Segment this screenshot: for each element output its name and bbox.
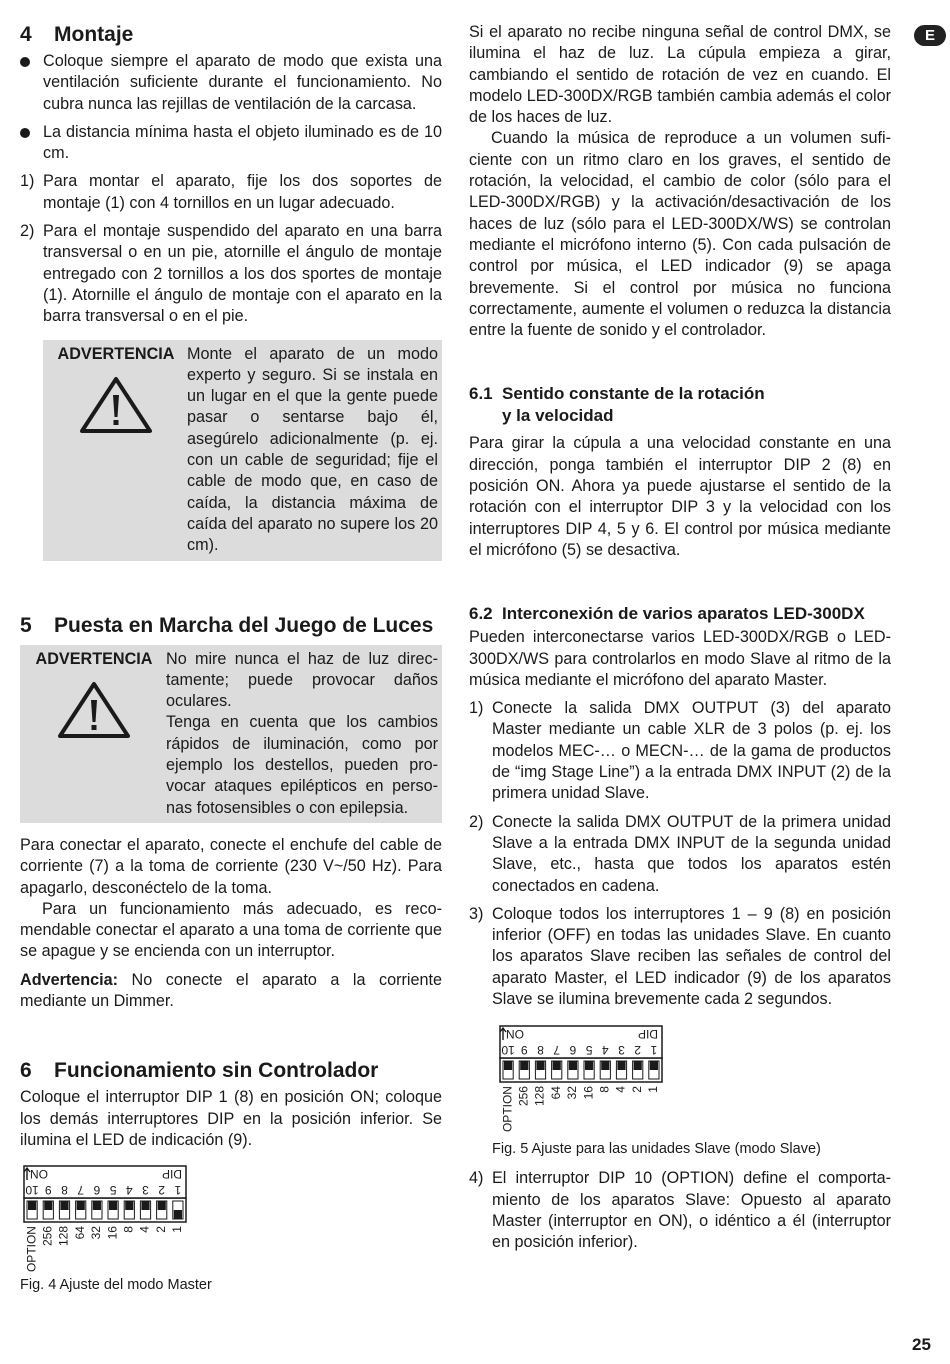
- right-column: [469, 22, 891, 1253]
- dip-value-label: 2: [153, 1226, 168, 1233]
- paragraph: Para girar la cúpula a una velocidad constante en una dirección, ponga también el interruptor DIP 2 (8) en posición ON. Ahora ya puede ajustarse el sentido de la rotación con el interruptor DIP 3 y la velocidad con los interruptores DIP 4, 5 y 6. El control por música mediante el micrófono (5) se desactiva.: [469, 434, 891, 559]
- page-number: 25: [912, 1335, 931, 1354]
- dip-value-label: 1: [170, 1226, 185, 1233]
- dip-switch-on: [174, 1210, 182, 1219]
- dip-value-label: OPTION: [24, 1226, 39, 1273]
- dip-number-label: 6: [569, 1043, 577, 1058]
- dip-value-label: 8: [597, 1086, 612, 1093]
- dip-switch-off: [520, 1061, 528, 1070]
- dip-number-label: 8: [61, 1183, 68, 1198]
- dip-number-label: 3: [618, 1043, 625, 1058]
- section-5-heading: 5 Puesta en Marcha del Juego de Luces: [20, 613, 434, 637]
- bullet-item: Coloque siempre el aparato de modo que exista una ventilación suficiente durante el funcionamiento. No cubra nunca las rejillas de ventilación de la carcasa.: [20, 51, 442, 115]
- dip-number-label: 1: [174, 1183, 182, 1198]
- dip-number-label: 2: [158, 1183, 166, 1198]
- dip-value-label: 4: [137, 1226, 152, 1233]
- dip-switch-off: [585, 1061, 593, 1070]
- dip-switch-off: [601, 1061, 609, 1070]
- dip-switch-off: [77, 1201, 85, 1210]
- dip-value-label: 8: [121, 1226, 136, 1233]
- dip-switch-off: [553, 1061, 561, 1070]
- dip-value-label: 16: [581, 1086, 596, 1100]
- warning-triangle-icon: [56, 680, 132, 740]
- bullet-icon: [20, 57, 30, 67]
- numbered-step: 2) Conecte la salida DMX OUTPUT de la primera unidad Slave a la entrada DMX INPUT de la segunda unidad Slave, etc., hasta que todos los aparatos estén conectados en cadena.: [469, 812, 891, 895]
- language-badge: E: [914, 25, 946, 46]
- dip-value-label: 4: [613, 1086, 628, 1093]
- dip-label: DIP: [637, 1027, 658, 1042]
- dip-switch-off: [536, 1061, 544, 1070]
- dip-number-label: 2: [634, 1043, 642, 1058]
- numbered-step: 1) Conecte la salida DMX OUTPUT (3) del aparato Master mediante un cable XLR de 3 polos (p. ej. los modelos MEC-… o MECN-… de la gama de productos de “img Stage Line”) a la entrada DMX INPUT (2) de la primera unidad Slave.: [469, 699, 891, 803]
- dip-value-label: OPTION: [500, 1086, 515, 1133]
- dip-switch-off: [158, 1201, 166, 1210]
- figure-caption: Fig. 4 Ajuste del modo Master: [20, 1277, 212, 1294]
- dip-switch-off: [44, 1201, 52, 1210]
- dip-switch-off: [109, 1201, 117, 1210]
- dip-number-label: 9: [44, 1183, 52, 1198]
- dip-number-label: 6: [93, 1183, 101, 1198]
- dip-switch-off: [28, 1201, 36, 1210]
- bullet-item: La distancia mínima hasta el objeto iluminado es de 10 cm.: [20, 122, 442, 165]
- dip-switch-off: [125, 1201, 133, 1210]
- dip-switch-off: [141, 1201, 149, 1210]
- dip-number-label: 7: [77, 1183, 85, 1198]
- dip-number-label: 5: [109, 1183, 117, 1198]
- dip-switch-off: [634, 1061, 642, 1070]
- paragraph: Para un funcionamiento más adecuado, es recomendable conectar el aparato a una toma de corriente que se apague y se encienda con un interruptor.: [20, 899, 442, 961]
- dip-value-label: 128: [56, 1226, 71, 1247]
- dip-number-label: 7: [553, 1043, 561, 1058]
- dip-number-label: 5: [585, 1043, 593, 1058]
- section-4-heading: 4 Montaje: [20, 23, 134, 46]
- left-column: [20, 22, 442, 1294]
- paragraph: Coloque el interruptor DIP 1 (8) en posición ON; coloque los demás interruptores DIP en la posición inferior. Se ilumina el LED de indicación (9).: [20, 1088, 442, 1149]
- dip-value-label: 64: [72, 1226, 87, 1240]
- dip-value-label: 32: [89, 1226, 104, 1240]
- dip-number-label: 9: [520, 1043, 528, 1058]
- warning-triangle-icon: [78, 375, 154, 435]
- dip-switch-figure-4: [20, 1162, 195, 1272]
- dip-switch-off: [504, 1061, 512, 1070]
- dip-number-label: 8: [537, 1043, 544, 1058]
- dip-switch-off: [650, 1061, 658, 1070]
- dip-value-label: 256: [516, 1086, 531, 1107]
- dip-value-label: 16: [105, 1226, 120, 1240]
- dip-switch-off: [569, 1061, 577, 1070]
- paragraph-note: Advertencia: No conecte el aparato a la corriente mediante un Dimmer.: [20, 970, 442, 1010]
- dip-number-label: 4: [125, 1183, 133, 1198]
- section-6-heading: 6 Funcionamiento sin Controlador: [20, 1059, 379, 1083]
- dip-switch-off: [617, 1061, 625, 1070]
- dip-value-label: 64: [548, 1086, 563, 1100]
- paragraph: Cuando la música de reproduce a un volumen suficiente con un ritmo claro en los graves, el sentido de rotación, la velocidad, el cambio de color (sólo para el LED-300DX/RGB) y la activación/desactivación de los haces de luz (sólo para el LED-300DX/WS) se controlan mediante el micrófono interno (5). Con cada pulsación de control por música, el LED indicador (9) se apaga brevemente. Si el control por música no funciona correctamente, aumente el volumen o reduzca la distancia entre la fuente de sonido y el controlador.: [469, 129, 891, 340]
- numbered-step: 3) Coloque todos los interruptores 1 – 9 (8) en posición inferior (OFF) en todas las unidades Slave. En cuanto los aparatos Slave reciben las señales de control del aparato Master, el LED indicador (9) de los aparatos Slave se ilumina brevemente cada 2 segundos.: [469, 904, 891, 1008]
- warning-label: ADVERTENCIA: [57, 344, 175, 363]
- dip-value-label: 2: [629, 1086, 644, 1093]
- bullet-icon: [20, 128, 30, 138]
- dip-on-label: ON: [30, 1167, 48, 1182]
- paragraph: Para conectar el aparato, conecte el enchufe del cable de corriente (7) a la toma de corriente (230 V~/50 Hz). Para apagarlo, desconéctelo de la toma.: [20, 835, 442, 897]
- section-6-1-heading: 6.1 Sentido constante de la rotación y la velocidad: [469, 384, 765, 426]
- figure-caption: Fig. 5 Ajuste para las unidades Slave (modo Slave): [492, 1141, 821, 1158]
- dip-value-label: 256: [40, 1226, 55, 1247]
- dip-value-label: 128: [532, 1086, 547, 1107]
- dip-on-label: ON: [506, 1027, 524, 1042]
- warning-box-mounting: ADVERTENCIA Monte el aparato de un modo experto y seguro. Si se instala en un lugar en el que la gente puede pasar o sentarse bajo él, asegúrelo adicionalmente (p. ej. con un cable de seguridad; fije el cable de modo que, en caso de caída, la distancia máxima de caída del aparato no supere los 20 cm).: [43, 340, 442, 561]
- dip-number-label: 4: [601, 1043, 609, 1058]
- numbered-step: 1) Para montar el aparato, fije los dos soportes de montaje (1) con 4 tornillos en un lugar adecuado.: [20, 172, 442, 212]
- warning-box-light: ADVERTENCIA No mire nunca el haz de luz directamente; puede provocar daños oculares. Tenga en cuenta que los cambios rápidos de iluminación, como por ejemplo los destellos, pueden provocar ataques epilépticos en personas fotosensibles o con epilepsia.: [20, 645, 442, 823]
- dip-number-label: 10: [25, 1183, 39, 1198]
- warning-label: ADVERTENCIA: [35, 649, 153, 668]
- dip-number-label: 10: [501, 1043, 515, 1058]
- dip-number-label: 3: [142, 1183, 149, 1198]
- numbered-step: 4) El interruptor DIP 10 (OPTION) define el comportamiento de los aparatos Slave: Opuesto al aparato Master (interruptor en ON), o idéntico a él (interruptor en posición inferior).: [469, 1169, 891, 1252]
- dip-switch-off: [60, 1201, 68, 1210]
- paragraph: Pueden interconectarse varios LED-300DX/RGB o LED-300DX/WS para controlarlos en modo Slave al ritmo de la música mediante el micrófono del aparato Master.: [469, 628, 891, 689]
- numbered-step: 2) Para el montaje suspendido del aparato en una barra transversal o en un pie, atornille el ángulo de montaje entregado con 2 tornillos a los dos sportes de montaje (1). Atornille el ángulo de montaje con el aparato en la barra transversal o en el pie.: [20, 222, 442, 326]
- dip-value-label: 32: [565, 1086, 580, 1100]
- paragraph: Si el aparato no recibe ninguna señal de control DMX, se ilumina el haz de luz. La cúpula empieza a girar, cambiando el sentido de rotación de vez en cuando. El modelo LED-300DX/RGB también cambia además el color de los haces de luz.: [469, 23, 891, 127]
- dip-switch-off: [93, 1201, 101, 1210]
- dip-number-label: 1: [650, 1043, 658, 1058]
- dip-value-label: 1: [646, 1086, 661, 1093]
- dip-switch-figure-5: [496, 1022, 696, 1132]
- section-6-2-heading: 6.2 Interconexión de varios aparatos LED-300DX: [469, 604, 865, 624]
- dip-label: DIP: [161, 1167, 182, 1182]
